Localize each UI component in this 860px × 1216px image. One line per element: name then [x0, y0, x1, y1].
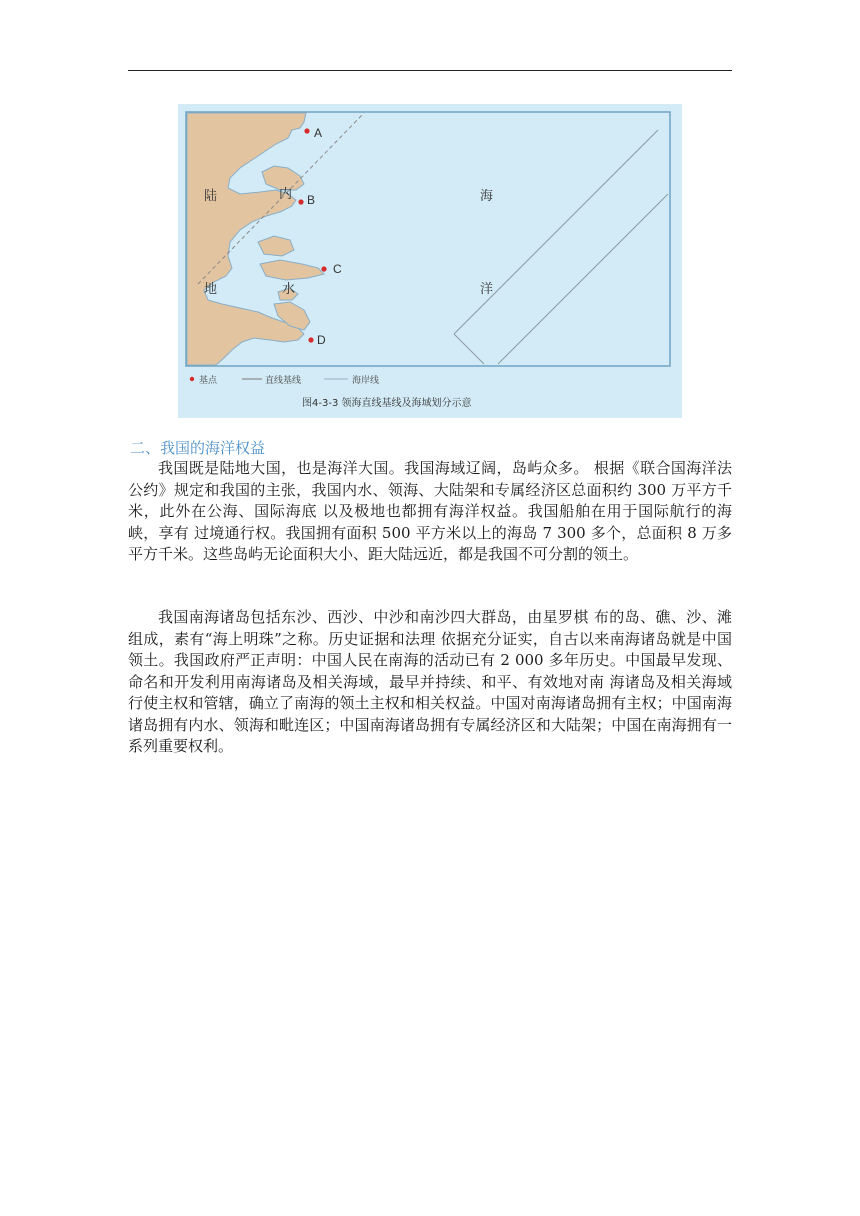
paragraph-south-china-sea: 我国南海诸岛包括东沙、西沙、中沙和南沙四大群岛，由星罗棋 布的岛、礁、沙、滩组成，素有“海上明珠”之称。历史证据和法理 依据充分证实，自古以来南海诸岛就是中国领土。我国政府严正声明：中国人民在南海的活动已有 2 000 多年历史。中国最早发现、命名和开发利用南海诸岛及相关海域，最早并持续、和平、有效地对南 海诸岛及相关海域行使主权和管辖，确立了南海的领土主权和相关权益。中国对南海诸岛拥有主权；中国南海诸岛拥有内水、领海和毗连区；中国南海诸岛拥有专属经济区和大陆架；中国在南海拥有一系列重要权利。 — [128, 608, 732, 755]
label-c: C — [333, 262, 342, 276]
label-a: A — [314, 126, 323, 140]
base-point-b — [298, 199, 303, 204]
label-yang: 洋 — [480, 282, 494, 297]
label-d: D — [317, 333, 326, 347]
baseline-map-figure — [178, 104, 682, 418]
paragraph-maritime-rights: 我国既是陆地大国，也是海洋大国。我国海域辽阔，岛屿众多。 根据《联合国海洋法公约》规定和我国的主张，我国内水、领海、大陆架和专属经济区总面积约 300 万平方千米，此外在公海、国际海底 以及极地也都拥有海洋权益。我国船舶在用于国际航行的海峡，享有 过境通行权。我国拥有面积 500 平方米以上的海岛 7 300 多个，总面积 8 万多平方千米。这些岛屿无论面积大小、距大陆远近，都是我国不可分割的领土。 — [128, 459, 732, 563]
base-point-c — [321, 266, 326, 271]
label-shui: 水 — [282, 282, 296, 297]
section-heading: 二、我国的海洋权益 — [130, 439, 266, 457]
map-svg — [178, 104, 682, 418]
legend-base-point: 基点 — [199, 376, 218, 386]
base-point-a — [304, 128, 309, 133]
label-di: 地 — [204, 282, 218, 297]
legend-point-icon — [190, 377, 194, 381]
label-lu: 陆 — [204, 189, 218, 204]
legend-straight-baseline: 直线基线 — [265, 376, 302, 386]
legend-coastline: 海岸线 — [352, 376, 380, 386]
base-point-d — [308, 337, 313, 342]
label-nei: 内 — [279, 187, 293, 202]
figure-caption: 图4-3-3 领海直线基线及海域划分示意 — [302, 398, 472, 409]
label-b: B — [307, 193, 316, 207]
label-hai: 海 — [480, 189, 494, 204]
header-rule — [128, 70, 732, 71]
